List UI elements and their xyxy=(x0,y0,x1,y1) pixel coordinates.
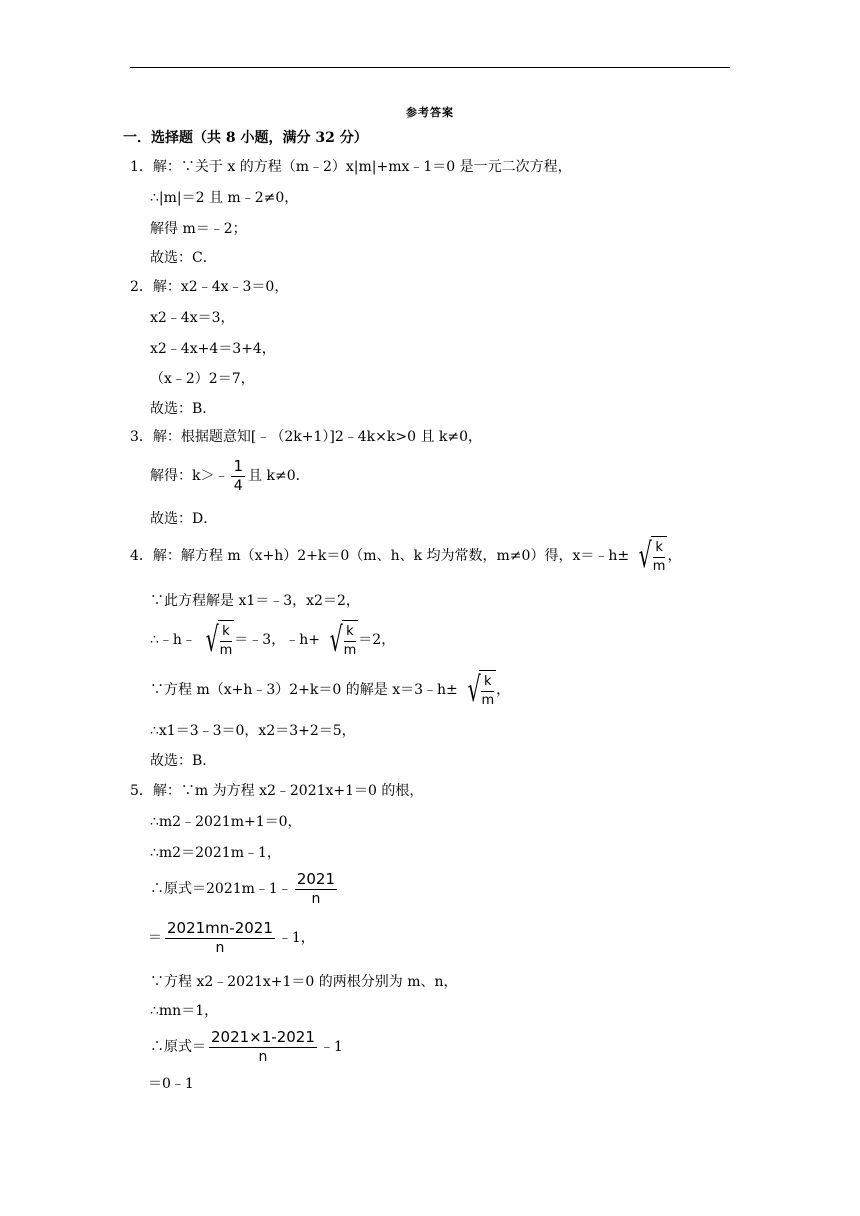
radical-sign: √ xyxy=(467,670,481,710)
fraction-2021x1-over-n: $\frac{2021\times 1-2021}{n}$ xyxy=(211,1028,315,1065)
q2-answer: 故选：B． xyxy=(150,401,217,417)
frac-den: 4 xyxy=(233,478,243,494)
q3-text: 且 k≠0． xyxy=(248,468,310,484)
q5-line: ∴m2＝2021m﹣1， xyxy=(150,845,281,861)
q3-line xyxy=(150,457,310,495)
radical-sign: √ xyxy=(205,620,219,660)
q2-line: 2．解：x2﹣4x﹣3＝0， xyxy=(130,279,289,295)
q5-text: ∴原式＝2021m﹣1﹣ xyxy=(150,881,292,897)
q5-line: ∴mn＝1， xyxy=(150,1003,219,1019)
q3-answer: 故选：D． xyxy=(150,511,218,527)
q5-text: ﹣1， xyxy=(277,930,315,946)
sqrt-k-over-m: √ $\frac{k}{m}$ xyxy=(638,536,666,576)
q5-line xyxy=(150,870,340,908)
q5-line: ∴m2﹣2021m+1＝0， xyxy=(150,814,302,830)
radical-sign: √ xyxy=(329,620,343,660)
q5-line: ∵方程 x2﹣2021x+1＝0 的两根分别为 m、n， xyxy=(150,974,458,990)
q4-text: 4．解：解方程 m（x+h）2+k＝0（m、h、k 均为常数，m≠0）得，x＝﹣h± xyxy=(130,548,630,564)
fraction-one-quarter xyxy=(231,457,245,495)
q3-text: 解得：k＞﹣ xyxy=(150,468,229,484)
q2-line: x2﹣4x+4＝3+4， xyxy=(150,341,276,357)
q4-text: ∴﹣h﹣ xyxy=(150,632,196,648)
q4-line: ∴x1＝3﹣3＝0，x2＝3+2＝5， xyxy=(150,723,356,739)
q1-line: 解得 m＝﹣2； xyxy=(150,221,247,237)
q5-text: ﹣1 xyxy=(319,1039,343,1055)
sqrt-k-over-m: √ $\frac{k}{m}$ xyxy=(329,620,357,660)
sqrt-k-over-m: √ $\frac{k}{m}$ xyxy=(205,620,233,660)
q2-line: x2﹣4x＝3， xyxy=(150,310,235,326)
q5-line: 5．解：∵m 为方程 x2﹣2021x+1＝0 的根， xyxy=(130,783,424,799)
sqrt-k-over-m: √ $\frac{k}{m}$ xyxy=(467,670,495,710)
fraction-2021mn-over-n: $\frac{2021mn-2021}{n}$ xyxy=(167,919,273,956)
fraction-2021-over-n: $\frac{2021}{n}$ xyxy=(296,870,335,907)
q4-text: ＝﹣3，﹣h+ xyxy=(234,632,320,648)
q4-line: ∵方程 m（x+h﹣3）2+k＝0 的解是 x＝3﹣h± √ $\frac{k}{m}$ ， xyxy=(150,670,511,710)
page-title: 参考答案 xyxy=(406,106,454,119)
q1-line: 1．解：∵关于 x 的方程（m﹣2）x|m|+mx﹣1＝0 是一元二次方程， xyxy=(130,159,572,175)
q4-text: ∵方程 m（x+h﹣3）2+k＝0 的解是 x＝3﹣h± xyxy=(150,682,458,698)
radical-sign: √ xyxy=(638,536,652,576)
section-heading: 一．选择题（共 8 小题，满分 32 分） xyxy=(123,130,368,146)
q1-line: ∴|m|＝2 且 m﹣2≠0， xyxy=(150,190,299,206)
q5-line xyxy=(148,919,315,957)
q4-line xyxy=(150,620,395,660)
q4-text: ＝2， xyxy=(358,632,396,648)
q5-text: ∴原式＝ xyxy=(150,1039,206,1055)
q2-line: （x﹣2）2＝7， xyxy=(150,371,255,387)
q4-line: 4．解：解方程 m（x+h）2+k＝0（m、h、k 均为常数，m≠0）得，x＝﹣h± √ $\frac{k}{m}$ ， xyxy=(130,536,682,576)
q5-text: ＝ xyxy=(148,930,162,946)
q4-line: ∵此方程解是 x1＝﹣3，x2＝2， xyxy=(150,593,360,609)
q3-line: 3．解：根据题意知[﹣（2k+1）]2﹣4k×k>0 且 k≠0， xyxy=(130,429,483,445)
q1-answer: 故选：C． xyxy=(150,250,217,266)
q5-line: ＝0﹣1 xyxy=(148,1076,194,1092)
header-rule xyxy=(130,67,730,68)
frac-num: 1 xyxy=(233,457,244,475)
q5-line xyxy=(150,1028,343,1066)
q4-answer: 故选：B． xyxy=(150,753,217,769)
